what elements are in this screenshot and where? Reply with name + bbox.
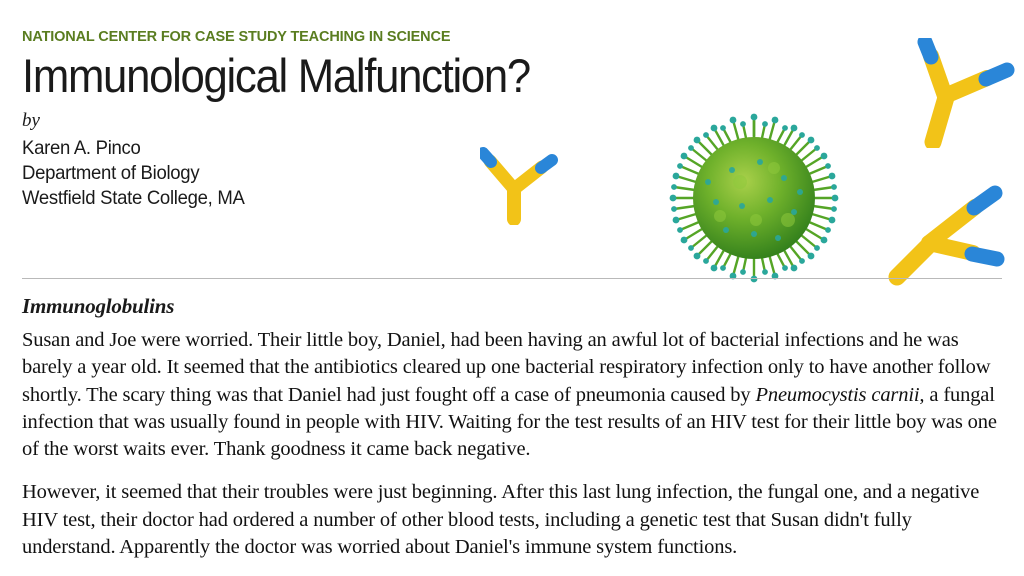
author-name: Karen A. Pinco [22, 136, 141, 159]
byline-by-label: by [22, 109, 40, 131]
document-body [22, 294, 1004, 561]
species-name-italic: Pneumocystis carnii, [755, 383, 925, 406]
paragraph-2: However, it seemed that their troubles were just beginning. After this last lung infection, the fungal one, and a negative HIV test, their doctor had ordered a number of other blood tests, including a genetic test that Susan didn't fully understand. Apparently the doctor was worried about Daniel's immune system functions. [22, 481, 980, 558]
publisher-kicker: NATIONAL CENTER FOR CASE STUDY TEACHING IN SCIENCE [22, 29, 451, 45]
paragraph-1 [22, 327, 1004, 463]
section-heading: Immunoglobulins [22, 294, 175, 318]
page-title: Immunological Malfunction? [22, 48, 530, 102]
document-header [22, 30, 662, 211]
author-institution: Westfield State College, MA [22, 186, 245, 209]
antibody-illustration-top-right [895, 38, 1024, 148]
author-block [22, 136, 630, 211]
antibody-illustration-bottom-right [875, 185, 1024, 290]
paragraph-1-part-1: Susan and Joe were worried. Their little boy, Daniel, had been having an awful lot of bacterial infections and he was barely a year old. It seemed that the antibiotics cleared up one bacterial respiratory infection only to have another follow shortly. The scary thing was that Daniel had just fought off a case of pneumonia caused by [22, 329, 991, 406]
virus-illustration [662, 113, 847, 283]
header-divider [22, 278, 1002, 279]
author-department: Department of Biology [22, 161, 200, 184]
paragraph-1-part-2: a fungal infection that was usually found in people with HIV. Waiting for the test results of an HIV test for their little boy was one of the worst waits ever. Thank goodness it came back negative. [22, 383, 997, 460]
